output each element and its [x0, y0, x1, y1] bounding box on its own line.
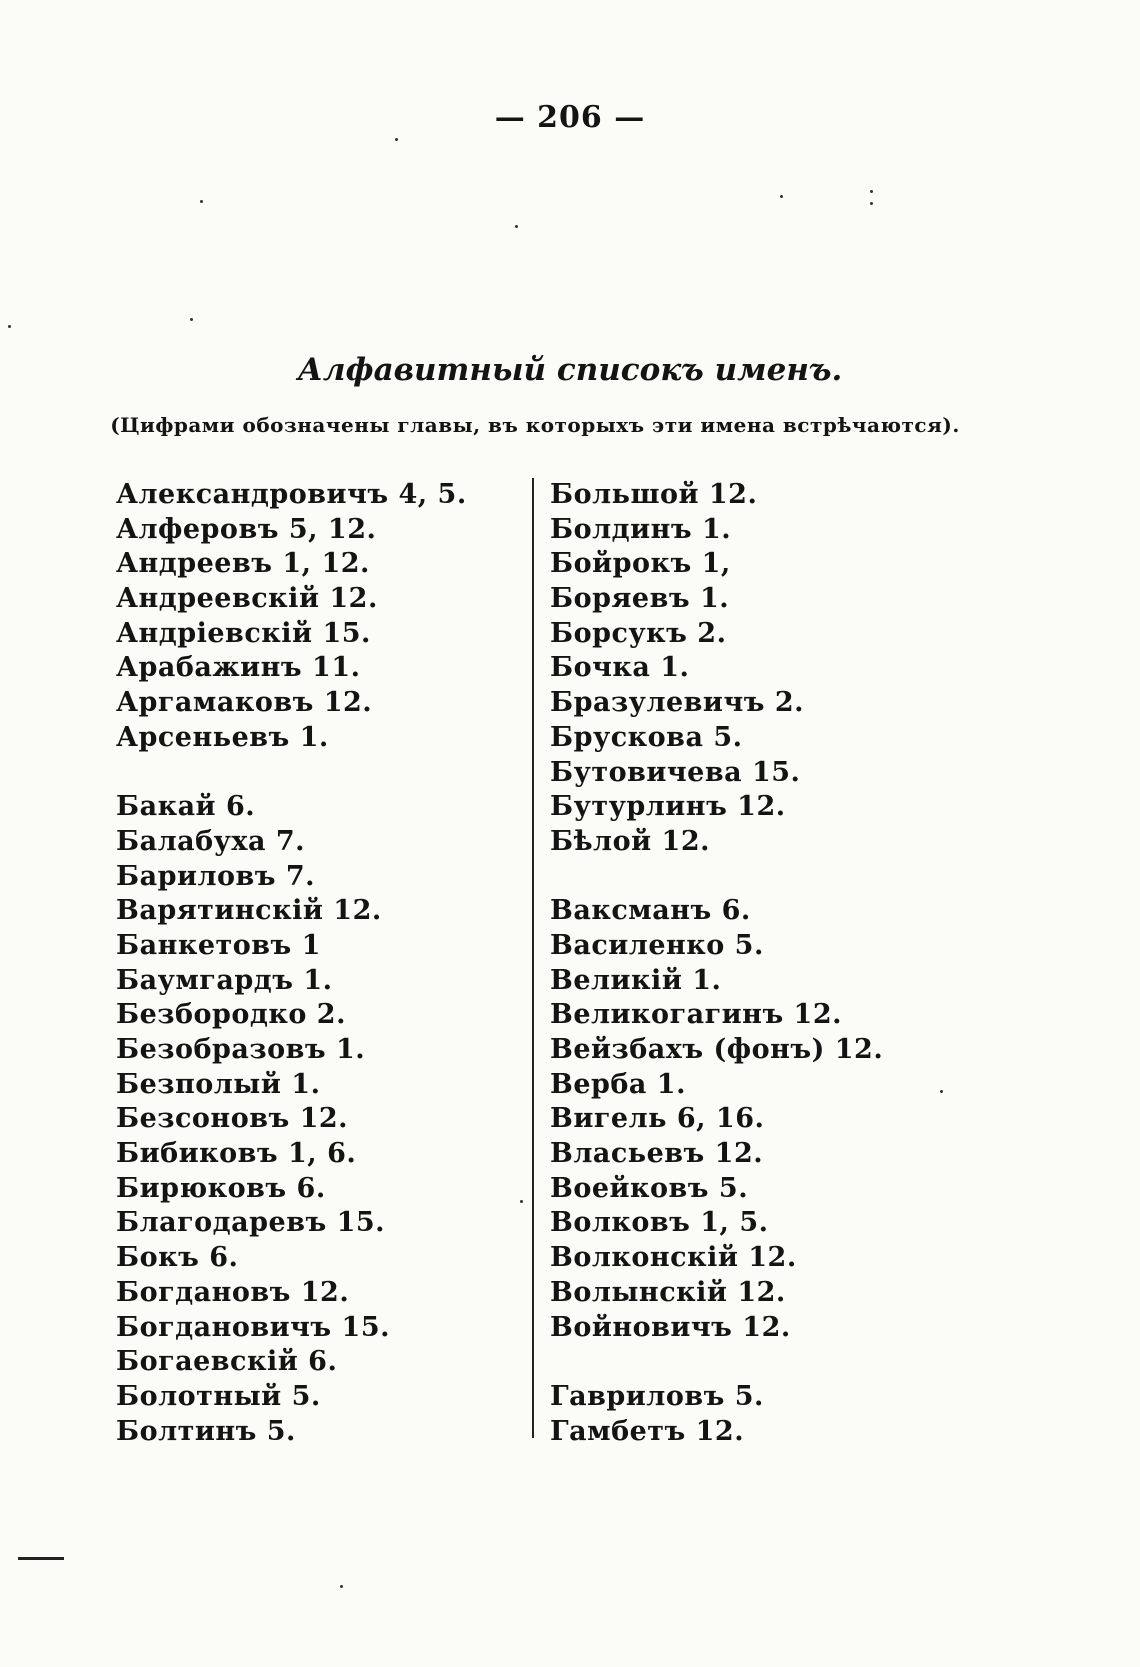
index-entry: Баумгардъ 1.: [116, 964, 333, 996]
index-entry: Воейковъ 5.: [550, 1172, 749, 1204]
index-entry: Власьевъ 12.: [550, 1138, 764, 1170]
index-spacer: [550, 860, 883, 895]
index-entry: Большой 12.: [550, 479, 758, 510]
index-entry: Бокъ 6.: [116, 1242, 239, 1274]
scan-speck: [780, 195, 783, 198]
index-entry: Богаевскій 6.: [116, 1346, 338, 1378]
index-entry: Верба 1.: [550, 1068, 686, 1100]
index-entry: Арабажинъ 11.: [116, 652, 361, 684]
index-entry: Болтинъ 5.: [116, 1415, 296, 1447]
index-entry: Волконскій 12.: [550, 1242, 797, 1274]
index-entry: Богдановичъ 15.: [116, 1311, 391, 1343]
page-number: — 206 —: [494, 100, 646, 135]
index-entry: Безсоновъ 12.: [116, 1103, 349, 1135]
index-entry: Варятинскій 12.: [116, 895, 382, 927]
index-entry: Андреевскій 12.: [116, 583, 378, 615]
scan-speck: [395, 138, 398, 141]
scan-speck: [520, 1200, 523, 1203]
index-entry: Бариловъ 7.: [116, 860, 316, 892]
index-entry: Бразулевичъ 2.: [550, 687, 805, 719]
scan-speck: [8, 325, 11, 328]
index-entry: Бибиковъ 1, 6.: [116, 1138, 357, 1170]
index-entry: Бѣлой 12.: [550, 825, 711, 857]
index-entry: Алферовъ 5, 12.: [116, 513, 377, 545]
index-entry: Болдинъ 1.: [550, 513, 732, 545]
index-entry: Болотный 5.: [116, 1380, 321, 1412]
index-entry: Брускова 5.: [550, 721, 743, 753]
index-entry: Банкетовъ 1: [116, 929, 321, 961]
index-entry: Бутурлинъ 12.: [550, 791, 786, 823]
index-entry: Бирюковъ 6.: [116, 1172, 326, 1204]
index-entry: Великій 1.: [550, 964, 722, 996]
index-entry: Бутовичева 15.: [550, 756, 801, 788]
index-entry: Безполый 1.: [116, 1068, 321, 1100]
index-entry: Благодаревъ 15.: [116, 1207, 386, 1239]
index-entry: Андреевъ 1, 12.: [116, 548, 370, 580]
scan-speck: [190, 318, 193, 321]
scan-speck: [200, 200, 203, 203]
index-entry: Волковъ 1, 5.: [550, 1207, 769, 1239]
index-spacer: [116, 756, 467, 791]
scan-speck: [515, 225, 518, 228]
index-entry: Александровичъ 4, 5.: [116, 479, 467, 510]
index-entry: Борсукъ 2.: [550, 617, 727, 649]
index-column-right: [550, 478, 883, 1449]
scan-speck: [340, 1585, 343, 1588]
index-entry: Бойрокъ 1,: [550, 548, 731, 580]
index-entry: Балабуха 7.: [116, 825, 306, 857]
index-column-left: [116, 478, 467, 1449]
index-entry: Бакай 6.: [116, 791, 256, 823]
page-subtitle: (Цифрами обозначены главы, въ которыхъ эти имена встрѣчаются).: [110, 413, 960, 437]
index-entry: Безобразовъ 1.: [116, 1034, 366, 1065]
index-entry: Гавриловъ 5.: [550, 1380, 764, 1412]
index-entry: Василенко 5.: [550, 929, 764, 961]
index-entry: Великогагинъ 12.: [550, 999, 843, 1031]
scan-speck: [940, 1090, 943, 1093]
scan-speck: [870, 190, 873, 193]
index-entry: Вейзбахъ (фонъ) 12.: [550, 1034, 884, 1065]
margin-mark: [18, 1557, 64, 1560]
index-entry: Гамбетъ 12.: [550, 1415, 745, 1447]
index-entry: Боряевъ 1.: [550, 583, 730, 615]
index-entry: Аргамаковъ 12.: [116, 687, 373, 719]
index-entry: Безбородко 2.: [116, 999, 346, 1031]
index-entry: Вигель 6, 16.: [550, 1103, 765, 1135]
index-entry: Волынскій 12.: [550, 1276, 786, 1308]
index-entry: Андріевскій 15.: [116, 617, 371, 649]
index-entry: Богдановъ 12.: [116, 1276, 350, 1308]
column-divider: [532, 478, 534, 1438]
page-title: Алфавитный списокъ именъ.: [297, 352, 843, 388]
index-entry: Войновичъ 12.: [550, 1311, 791, 1343]
index-entry: Бочка 1.: [550, 652, 690, 684]
index-entry: Арсеньевъ 1.: [116, 721, 329, 753]
index-spacer: [550, 1345, 883, 1380]
scan-speck: [870, 202, 873, 205]
index-entry: Ваксманъ 6.: [550, 895, 751, 927]
